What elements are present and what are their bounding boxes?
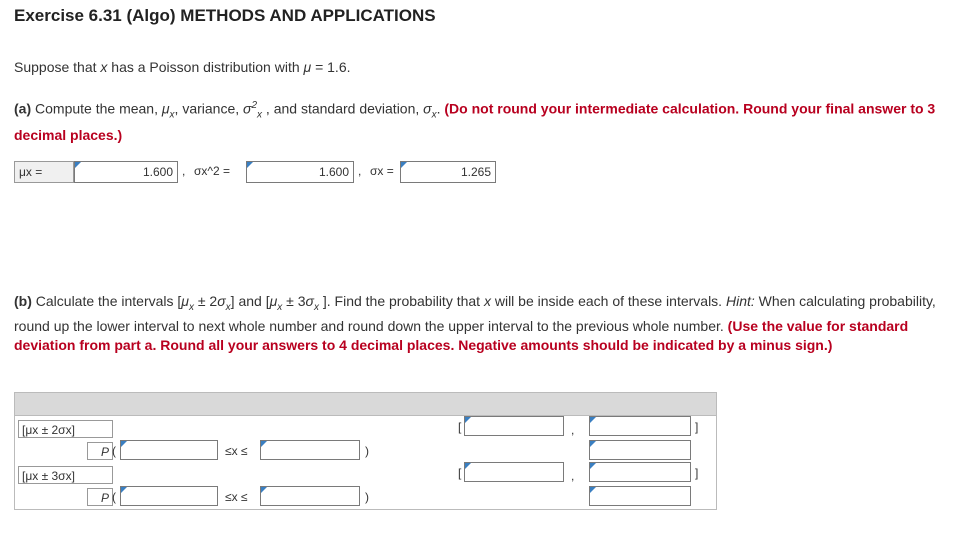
part-b-text4: ± 3 xyxy=(282,293,306,309)
interval-3sigma-lower-input[interactable] xyxy=(464,462,564,482)
bracket-close: ] xyxy=(695,420,699,434)
input-marker-icon xyxy=(590,487,596,493)
comma: , xyxy=(571,423,575,437)
prob-3sigma-upper-input[interactable] xyxy=(260,486,360,506)
paren-open: ( xyxy=(112,444,116,458)
part-b-instruction: (Use the value for standard deviation from part a. Round all your answers to 4 decimal places. Negative amounts should be indicated by a minus sign.) xyxy=(14,317,909,353)
prob-3sigma-lower-input[interactable] xyxy=(120,486,218,506)
part-b-text6: will be inside each of these intervals. xyxy=(490,293,726,309)
variance-label: σx^2 = xyxy=(194,164,231,178)
part-a-question xyxy=(14,96,944,145)
page-title: Exercise 6.31 (Algo) METHODS AND APPLICATIONS xyxy=(14,6,436,25)
sigma-symbol: σ xyxy=(217,293,226,309)
input-marker-icon xyxy=(590,417,596,423)
input-marker-icon xyxy=(261,441,267,447)
table-header xyxy=(15,393,716,416)
part-b-text: Calculate the intervals [ xyxy=(31,293,182,309)
mu-sub: x xyxy=(277,301,283,313)
prob-2sigma-lower-input[interactable] xyxy=(120,440,218,460)
part-a-text: Compute the mean, xyxy=(31,100,162,117)
prob-2sigma-answer-input[interactable] xyxy=(589,440,691,460)
mean-value: 1.600 xyxy=(142,165,173,179)
input-marker-icon xyxy=(590,463,596,469)
sd-label: σx = xyxy=(370,164,394,178)
part-b-text5: ]. Find the probability that xyxy=(318,293,484,309)
input-marker-icon xyxy=(401,162,407,168)
part-a-label: (a) xyxy=(14,100,32,117)
interval-3sigma-upper-input[interactable] xyxy=(589,462,691,482)
sd-input[interactable] xyxy=(400,161,496,183)
intro-var: x xyxy=(100,59,108,75)
sigma-sub: x xyxy=(225,301,231,313)
sigma-sub: x xyxy=(313,301,319,313)
interval-2sigma-lower-input[interactable] xyxy=(464,416,564,436)
prob-label-2sigma: P xyxy=(87,442,113,460)
prob-label-3sigma: P xyxy=(87,488,113,506)
variance-sup: 2 xyxy=(251,100,258,111)
part-a-text4: . xyxy=(436,100,445,117)
input-marker-icon xyxy=(121,441,127,447)
mean-sub: x xyxy=(169,109,175,121)
part-a-text3: , and standard deviation, xyxy=(262,100,424,117)
variance-symbol: σ xyxy=(243,100,252,117)
prob-2sigma-upper-input[interactable] xyxy=(260,440,360,460)
comma: , xyxy=(358,164,362,178)
input-marker-icon xyxy=(465,417,471,423)
part-a-text2: , variance, xyxy=(174,100,244,117)
interval-2sigma-upper-input[interactable] xyxy=(589,416,691,436)
mu-symbol: μ xyxy=(181,293,189,309)
input-marker-icon xyxy=(121,487,127,493)
hint-label: Hint: xyxy=(725,293,755,309)
variance-input[interactable] xyxy=(246,161,354,183)
comma: , xyxy=(182,164,186,178)
input-marker-icon xyxy=(247,162,253,168)
paren-close: ) xyxy=(365,490,369,504)
part-a-instruction: (Do not round your intermediate calculation. Round your final answer to 3 decimal places.) xyxy=(14,100,936,144)
input-marker-icon xyxy=(75,162,81,168)
mean-input[interactable] xyxy=(74,161,178,183)
mean-symbol: μ xyxy=(161,100,170,117)
bracket-open: [ xyxy=(458,420,462,434)
between-symbol: ≤x ≤ xyxy=(225,490,248,504)
input-marker-icon xyxy=(590,441,596,447)
mu-sub: x xyxy=(188,301,194,313)
paren-open: ( xyxy=(112,490,116,504)
variance-value: 1.600 xyxy=(318,165,349,179)
variance-sub: x xyxy=(257,109,263,121)
sd-sub: x xyxy=(431,109,437,121)
paren-close: ) xyxy=(365,444,369,458)
mu-symbol: μ xyxy=(269,293,278,309)
comma: , xyxy=(571,469,575,483)
part-b-table xyxy=(14,392,717,510)
input-marker-icon xyxy=(465,463,471,469)
intro-text-mid: has a Poisson distribution with xyxy=(107,59,304,75)
part-b-question xyxy=(14,292,949,355)
x-var: x xyxy=(483,293,491,309)
intro-text-post: = 1.6. xyxy=(311,59,351,75)
part-b-text7: When calculating probability, round up the lower interval to next whole number and round down the upper interval to the previous whole number. xyxy=(14,293,936,334)
sigma-symbol: σ xyxy=(305,293,314,309)
intro-text: Suppose that xyxy=(14,59,101,75)
bracket-open: [ xyxy=(458,466,462,480)
sd-symbol: σ xyxy=(423,100,432,117)
mean-label: μx = xyxy=(14,161,74,183)
bracket-close: ] xyxy=(695,466,699,480)
prob-3sigma-answer-input[interactable] xyxy=(589,486,691,506)
part-b-text3: ] and [ xyxy=(230,293,270,309)
input-marker-icon xyxy=(261,487,267,493)
row-label-3sigma: [μx ± 3σx] xyxy=(18,466,113,484)
problem-intro xyxy=(14,59,351,75)
intro-mu: μ xyxy=(303,59,312,75)
row-label-2sigma: [μx ± 2σx] xyxy=(18,420,113,438)
part-b-label: (b) xyxy=(14,293,32,309)
between-symbol: ≤x ≤ xyxy=(225,444,248,458)
part-b-text2: ± 2 xyxy=(193,293,218,309)
sd-value: 1.265 xyxy=(460,165,491,179)
